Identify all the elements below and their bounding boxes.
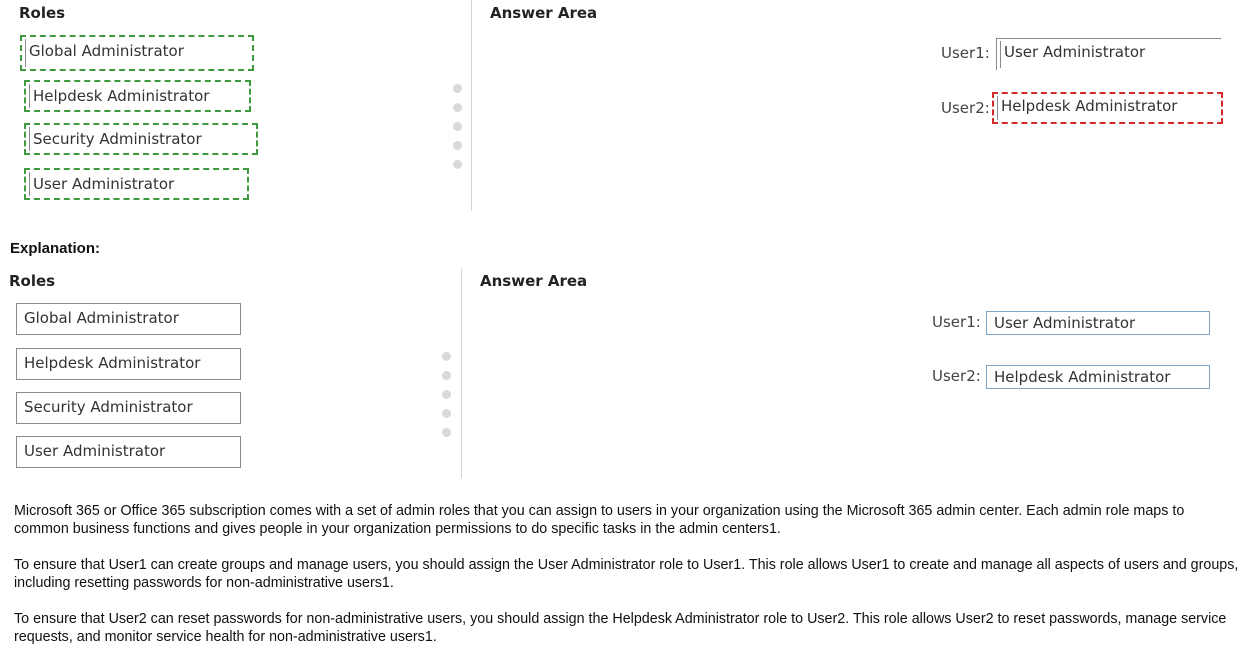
panel-divider <box>471 0 472 211</box>
drag-handle-dot <box>442 352 451 361</box>
role-security-administrator[interactable] <box>16 392 241 424</box>
user1-answer-slot[interactable] <box>986 311 1210 335</box>
drag-handle-dot <box>442 371 451 380</box>
user1-answer-slot[interactable] <box>996 38 1221 70</box>
user2-label: User2: <box>932 367 981 385</box>
explanation-heading: Explanation: <box>10 240 101 257</box>
role-label: Global Administrator <box>24 309 179 327</box>
explanation-paragraph: Microsoft 365 or Office 365 subscription comes with a set of admin roles that you can assign to users in your organization using the Microsoft 365 admin center. Each admin role maps to common business functions and gives people in your organization permissions to do specific tasks in the admin centers1. <box>14 503 1185 537</box>
drag-handle-dot <box>453 103 462 112</box>
role-label: Global Administrator <box>29 42 184 60</box>
role-user-administrator[interactable] <box>24 168 249 200</box>
drag-handle-dot <box>453 141 462 150</box>
user2-answer-slot[interactable] <box>986 365 1210 389</box>
explanation-paragraph: To ensure that User1 can create groups and manage users, you should assign the User Administrator role to User1. This role allows User1 to create and manage all aspects of users and groups, including resetting passwords for non-administrative users1. <box>14 557 1239 591</box>
panel-divider <box>461 268 462 478</box>
user1-answer-value: User Administrator <box>1004 43 1146 61</box>
role-label: Security Administrator <box>24 398 193 416</box>
role-helpdesk-administrator[interactable] <box>24 80 251 112</box>
roles-heading: Roles <box>19 4 66 22</box>
user2-answer-value: Helpdesk Administrator <box>994 368 1171 386</box>
roles-heading: Roles <box>9 272 56 290</box>
user2-answer-value: Helpdesk Administrator <box>1001 97 1178 115</box>
user2-answer-slot[interactable] <box>992 92 1223 124</box>
answer-area-heading: Answer Area <box>490 4 598 22</box>
role-user-administrator[interactable] <box>16 436 241 468</box>
role-label: User Administrator <box>33 175 175 193</box>
drag-handle-dot <box>453 122 462 131</box>
role-global-administrator[interactable] <box>16 303 241 335</box>
role-label: Helpdesk Administrator <box>24 354 201 372</box>
drag-handle-dot <box>453 84 462 93</box>
drag-handle-dot <box>442 409 451 418</box>
drag-handle-dot <box>442 390 451 399</box>
role-helpdesk-administrator[interactable] <box>16 348 241 380</box>
role-label: User Administrator <box>24 442 166 460</box>
role-label: Security Administrator <box>33 130 202 148</box>
user1-label: User1: <box>932 313 981 331</box>
explanation-paragraph: To ensure that User2 can reset passwords for non-administrative users, you should assign the Helpdesk Administrator role to User2. This role allows User2 to reset passwords, manage service requests, and monitor service health for non-administrative users1. <box>14 611 1227 645</box>
user2-label: User2: <box>941 99 990 117</box>
answer-area-heading: Answer Area <box>480 272 588 290</box>
role-label: Helpdesk Administrator <box>33 87 210 105</box>
drag-handle-dot <box>453 160 462 169</box>
role-global-administrator[interactable] <box>20 35 254 71</box>
user1-label: User1: <box>941 44 990 62</box>
user1-answer-value: User Administrator <box>994 314 1136 332</box>
role-security-administrator[interactable] <box>24 123 258 155</box>
drag-handle-dot <box>442 428 451 437</box>
